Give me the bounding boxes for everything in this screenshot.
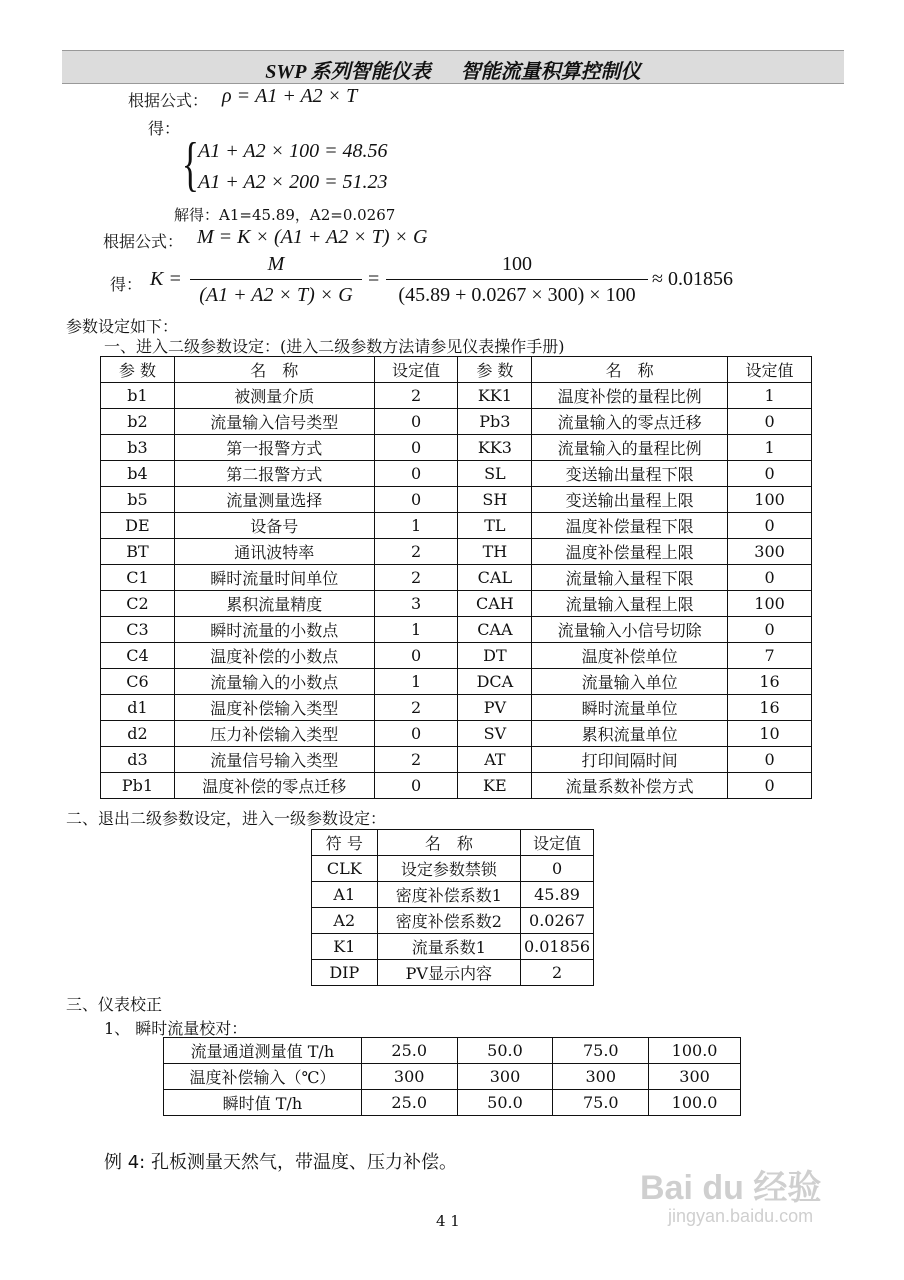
table-cell: b2 xyxy=(101,409,175,435)
table-header-cell: 名 称 xyxy=(377,830,520,856)
table-cell: 50.0 xyxy=(457,1038,553,1064)
example-4-heading: 例 4: 孔板测量天然气，带温度、压力补偿。 xyxy=(104,1152,457,1173)
table-cell: TH xyxy=(458,539,532,565)
table-cell: CLK xyxy=(312,856,378,882)
table-cell: 流量系数1 xyxy=(377,934,520,960)
table-cell: 0 xyxy=(728,565,812,591)
table-cell: 300 xyxy=(649,1064,741,1090)
table-row xyxy=(101,591,812,617)
table-cell: 温度补偿输入（℃） xyxy=(164,1064,362,1090)
table-cell: A1 xyxy=(312,882,378,908)
table-header-cell: 设定值 xyxy=(374,357,458,383)
formula2-expr: M = K × (A1 + A2 × T) × G xyxy=(197,226,428,248)
table-cell: 10 xyxy=(728,721,812,747)
header-product: 智能流量积算控制仪 xyxy=(460,61,641,83)
table-cell: 流量系数补偿方式 xyxy=(532,773,728,799)
table-cell: b3 xyxy=(101,435,175,461)
formula1-label: 根据公式： xyxy=(128,91,209,110)
table-cell: 密度补偿系数2 xyxy=(377,908,520,934)
table-cell: 16 xyxy=(728,669,812,695)
table-cell: 45.89 xyxy=(521,882,594,908)
table-cell: 打印间隔时间 xyxy=(532,747,728,773)
table-cell: d1 xyxy=(101,695,175,721)
table-row xyxy=(312,934,594,960)
table-cell: 0 xyxy=(728,513,812,539)
table-cell: 流量输入小信号切除 xyxy=(532,617,728,643)
page-number: 4 1 xyxy=(436,1212,460,1230)
table-cell: 设定参数禁锁 xyxy=(377,856,520,882)
table-header-cell: 设定值 xyxy=(521,830,594,856)
table-cell: Pb3 xyxy=(458,409,532,435)
table-cell: SH xyxy=(458,487,532,513)
table-cell: 0 xyxy=(728,461,812,487)
table-cell: 3 xyxy=(374,591,458,617)
k-denominator-2: (45.89 + 0.0267 × 300) × 100 xyxy=(398,284,636,306)
table-cell: 密度补偿系数1 xyxy=(377,882,520,908)
k-numerator-1: M xyxy=(267,253,285,275)
table-cell: 0 xyxy=(374,487,458,513)
table-cell: 16 xyxy=(728,695,812,721)
solution-text: 解得：A1=45.89，A2=0.0267 xyxy=(174,206,396,224)
table-cell: 0 xyxy=(728,747,812,773)
table-cell: C3 xyxy=(101,617,175,643)
table-cell: DIP xyxy=(312,960,378,986)
k-denominator-1: (A1 + A2 × T) × G xyxy=(199,284,353,306)
table-cell: d3 xyxy=(101,747,175,773)
params-heading: 参数设定如下： xyxy=(66,317,179,336)
table-cell: 25.0 xyxy=(361,1090,457,1116)
table-cell: b5 xyxy=(101,487,175,513)
table-row xyxy=(101,435,812,461)
table-header-row xyxy=(101,357,812,383)
table-cell: 1 xyxy=(728,435,812,461)
table-row xyxy=(101,539,812,565)
table-header-cell: 名 称 xyxy=(174,357,374,383)
table-row xyxy=(312,908,594,934)
table-cell: 2 xyxy=(374,695,458,721)
baidu-watermark-logo: Bai du 经验 xyxy=(640,1169,822,1207)
table-cell: DE xyxy=(101,513,175,539)
table-header-cell: 名 称 xyxy=(532,357,728,383)
table-cell: 0 xyxy=(374,409,458,435)
table-header-cell: 参 数 xyxy=(101,357,175,383)
table-cell: 第一报警方式 xyxy=(174,435,374,461)
k-lhs: K = xyxy=(150,268,182,290)
table-cell: DT xyxy=(458,643,532,669)
table-cell: 7 xyxy=(728,643,812,669)
table-cell: 0 xyxy=(374,461,458,487)
table-cell: SL xyxy=(458,461,532,487)
table-cell: PV xyxy=(458,695,532,721)
table-cell: 300 xyxy=(361,1064,457,1090)
table-cell: 0.01856 xyxy=(521,934,594,960)
page-header xyxy=(62,50,844,84)
table-cell: 流量通道测量值 T/h xyxy=(164,1038,362,1064)
table-cell: 温度补偿的小数点 xyxy=(174,643,374,669)
table-cell: 1 xyxy=(374,617,458,643)
equation-1: A1 + A2 × 100 = 48.56 xyxy=(198,140,388,162)
table-cell: 流量输入信号类型 xyxy=(174,409,374,435)
table-cell: 第二报警方式 xyxy=(174,461,374,487)
section2-title: 二、退出二级参数设定，进入一级参数设定： xyxy=(66,809,387,828)
k-label: 得： xyxy=(110,275,143,294)
section1-title: 一、进入二级参数设定：(进入二级参数方法请参见仪表操作手册) xyxy=(104,337,565,356)
table-cell: 瞬时值 T/h xyxy=(164,1090,362,1116)
table-cell: 累积流量单位 xyxy=(532,721,728,747)
table-cell: d2 xyxy=(101,721,175,747)
table-cell: 1 xyxy=(728,383,812,409)
table-cell: CAL xyxy=(458,565,532,591)
table-cell: 0 xyxy=(728,773,812,799)
table-cell: b1 xyxy=(101,383,175,409)
table-row xyxy=(101,461,812,487)
table-cell: 0 xyxy=(521,856,594,882)
header-series: SWP 系列智能仪表 xyxy=(265,61,431,83)
table-cell: 流量输入的零点迁移 xyxy=(532,409,728,435)
table-header-cell: 符 号 xyxy=(312,830,378,856)
table-cell: 变送输出量程上限 xyxy=(532,487,728,513)
table-cell: 300 xyxy=(553,1064,649,1090)
table-row xyxy=(164,1090,741,1116)
table-row xyxy=(101,487,812,513)
table-cell: 变送输出量程下限 xyxy=(532,461,728,487)
baidu-watermark-url: jingyan.baidu.com xyxy=(668,1206,814,1226)
k-result: ≈ 0.01856 xyxy=(652,268,733,290)
table-row xyxy=(101,747,812,773)
table-cell: 温度补偿输入类型 xyxy=(174,695,374,721)
table-cell: C1 xyxy=(101,565,175,591)
calibration-table xyxy=(163,1037,741,1116)
table-cell: 100.0 xyxy=(649,1038,741,1064)
section3-title: 三、仪表校正 xyxy=(66,995,163,1014)
header-title xyxy=(62,55,844,84)
equation-brace: { xyxy=(181,131,200,197)
table-cell: 300 xyxy=(457,1064,553,1090)
table-cell: 1 xyxy=(374,669,458,695)
table-row xyxy=(101,773,812,799)
table-cell: 0 xyxy=(728,617,812,643)
table-cell: 2 xyxy=(374,383,458,409)
table-cell: AT xyxy=(458,747,532,773)
table-cell: 100 xyxy=(728,487,812,513)
table-cell: 2 xyxy=(374,565,458,591)
table-cell: 100 xyxy=(728,591,812,617)
table-cell: 温度补偿单位 xyxy=(532,643,728,669)
table-cell: CAH xyxy=(458,591,532,617)
k-equals: = xyxy=(368,268,380,290)
table-cell: 2 xyxy=(374,539,458,565)
table-cell: 瞬时流量的小数点 xyxy=(174,617,374,643)
table-header-row xyxy=(312,830,594,856)
table-cell: 流量输入的小数点 xyxy=(174,669,374,695)
table-cell: 0 xyxy=(728,409,812,435)
table-cell: SV xyxy=(458,721,532,747)
table-row xyxy=(101,565,812,591)
table-row xyxy=(312,960,594,986)
table-cell: A2 xyxy=(312,908,378,934)
table-cell: 流量输入量程下限 xyxy=(532,565,728,591)
table-cell: 2 xyxy=(521,960,594,986)
table-cell: 温度补偿量程上限 xyxy=(532,539,728,565)
table-cell: 瞬时流量单位 xyxy=(532,695,728,721)
table-cell: C4 xyxy=(101,643,175,669)
table-cell: C6 xyxy=(101,669,175,695)
table-cell: 设备号 xyxy=(174,513,374,539)
table-row xyxy=(312,856,594,882)
table-cell: 流量测量选择 xyxy=(174,487,374,513)
level2-params-table xyxy=(100,356,812,799)
level1-params-table xyxy=(311,829,594,986)
table-cell: 温度补偿的量程比例 xyxy=(532,383,728,409)
table-row xyxy=(101,513,812,539)
table-row xyxy=(101,383,812,409)
table-cell: K1 xyxy=(312,934,378,960)
table-header-cell: 参 数 xyxy=(458,357,532,383)
table-cell: 1 xyxy=(374,513,458,539)
table-row xyxy=(164,1038,741,1064)
table-cell: 压力补偿输入类型 xyxy=(174,721,374,747)
section3-subtitle: 1、 瞬时流量校对： xyxy=(104,1019,248,1038)
table-cell: 0 xyxy=(374,435,458,461)
table-cell: 2 xyxy=(374,747,458,773)
formula1-expr: ρ = A1 + A2 × T xyxy=(222,85,358,107)
table-row xyxy=(101,721,812,747)
table-cell: DCA xyxy=(458,669,532,695)
table-cell: KK3 xyxy=(458,435,532,461)
table-cell: 100.0 xyxy=(649,1090,741,1116)
table-row xyxy=(101,643,812,669)
table-cell: Pb1 xyxy=(101,773,175,799)
table-cell: 流量输入单位 xyxy=(532,669,728,695)
table-cell: 75.0 xyxy=(553,1090,649,1116)
table-cell: 被测量介质 xyxy=(174,383,374,409)
table-cell: 0 xyxy=(374,643,458,669)
table-cell: KK1 xyxy=(458,383,532,409)
table-cell: 温度补偿的零点迁移 xyxy=(174,773,374,799)
table-row xyxy=(101,409,812,435)
table-cell: 瞬时流量时间单位 xyxy=(174,565,374,591)
table-cell: CAA xyxy=(458,617,532,643)
equation-2: A1 + A2 × 200 = 51.23 xyxy=(198,171,388,193)
table-row xyxy=(101,695,812,721)
table-cell: b4 xyxy=(101,461,175,487)
table-cell: 累积流量精度 xyxy=(174,591,374,617)
table-cell: 75.0 xyxy=(553,1038,649,1064)
formula2-label: 根据公式： xyxy=(103,232,184,251)
de-label: 得： xyxy=(148,119,181,138)
table-cell: 0.0267 xyxy=(521,908,594,934)
table-cell: 0 xyxy=(374,721,458,747)
table-cell: 流量输入的量程比例 xyxy=(532,435,728,461)
fraction-line-1 xyxy=(190,279,362,280)
table-cell: 300 xyxy=(728,539,812,565)
table-cell: BT xyxy=(101,539,175,565)
table-cell: C2 xyxy=(101,591,175,617)
table-cell: 0 xyxy=(374,773,458,799)
table-row xyxy=(164,1064,741,1090)
table-cell: 25.0 xyxy=(361,1038,457,1064)
table-cell: KE xyxy=(458,773,532,799)
table-cell: PV显示内容 xyxy=(377,960,520,986)
table-cell: TL xyxy=(458,513,532,539)
table-cell: 流量输入量程上限 xyxy=(532,591,728,617)
k-numerator-2: 100 xyxy=(502,253,532,275)
table-row xyxy=(312,882,594,908)
table-row xyxy=(101,669,812,695)
table-cell: 温度补偿量程下限 xyxy=(532,513,728,539)
table-cell: 流量信号输入类型 xyxy=(174,747,374,773)
fraction-line-2 xyxy=(386,279,648,280)
table-row xyxy=(101,617,812,643)
table-cell: 通讯波特率 xyxy=(174,539,374,565)
table-header-cell: 设定值 xyxy=(728,357,812,383)
table-cell: 50.0 xyxy=(457,1090,553,1116)
